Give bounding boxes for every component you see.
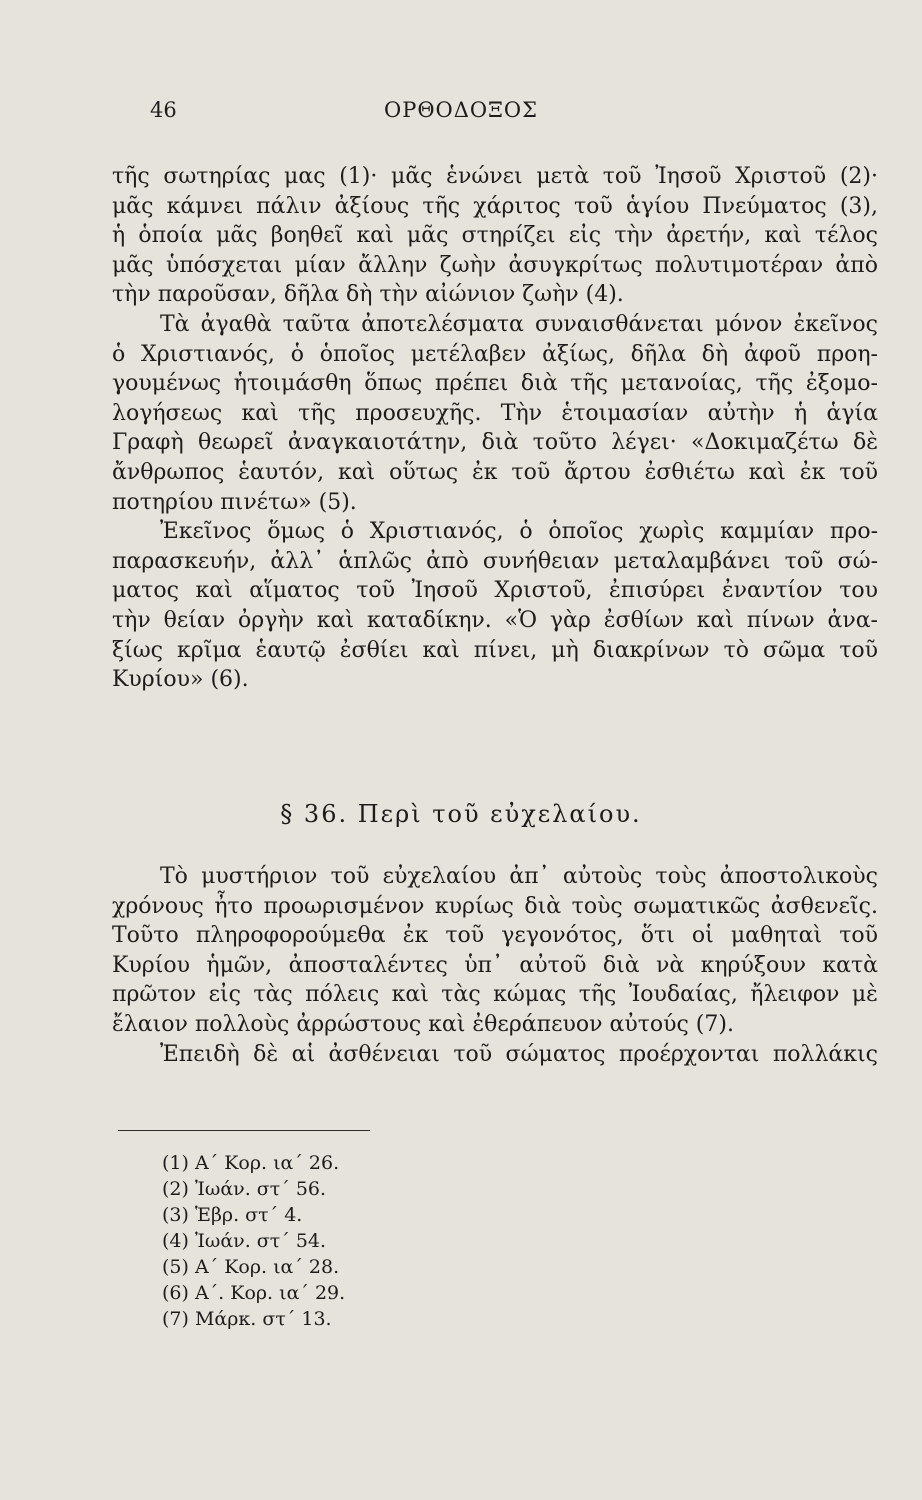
footnote-rule [118, 1130, 370, 1131]
text-line: ἡ ὁποία μᾶς βοηθεῖ καὶ μᾶς στηρίζει εἰς τὴν ἀρετήν, καὶ τέλος [112, 223, 878, 249]
paragraph [112, 162, 878, 310]
footnote: (1) Α΄ Κορ. ια΄ 26. [162, 1152, 340, 1174]
section-body [112, 862, 878, 1069]
text-line: Κυρίου» (6). [112, 667, 249, 693]
page-header [0, 98, 922, 138]
text-line: ὁ Χριστιανός, ὁ ὁποῖος μετέλαβεν ἀξίως, δῆλα δὴ ἀφοῦ προη- [112, 341, 878, 367]
text-line: ματος καὶ αἵματος τοῦ Ἰησοῦ Χριστοῦ, ἐπισύρει ἐναντίον του [112, 578, 878, 604]
text-line: ἔλαιον πολλοὺς ἀρρώστους καὶ ἐθεράπευον αὐτούς (7). [112, 1011, 734, 1037]
paragraph [112, 1040, 878, 1070]
text-line: Ἐκεῖνος ὅμως ὁ Χριστιανός, ὁ ὁποῖος χωρὶς καμμίαν προ- [160, 519, 878, 545]
footnote: (3) Ἑβρ. στ΄ 4. [162, 1204, 303, 1226]
text-line: λογήσεως καὶ τῆς προσευχῆς. Τὴν ἑτοιμασίαν αὐτὴν ἡ ἁγία [112, 400, 878, 426]
page-body [112, 162, 878, 695]
text-line: Ἐπειδὴ δὲ αἱ ἀσθένειαι τοῦ σώματος προέρχονται πολλάκις [160, 1041, 878, 1067]
paragraph [112, 310, 878, 517]
footnote: (4) Ἰωάν. στ΄ 54. [162, 1230, 327, 1252]
footnote: (5) Α΄ Κορ. ια΄ 28. [162, 1256, 340, 1278]
text-line: τὴν παροῦσαν, δῆλα δὴ τὴν αἰώνιον ζωὴν (4). [112, 282, 624, 308]
text-line: παρασκευήν, ἀλλ᾽ ἁπλῶς ἀπὸ συνήθειαν μεταλαμβάνει τοῦ σώ- [112, 548, 878, 574]
paragraph [112, 517, 878, 695]
running-title: ΟΡΘΟΔΟΞΟΣ [383, 98, 538, 122]
paragraph [112, 862, 878, 1040]
text-line: Τὸ μυστήριον τοῦ εὐχελαίου ἀπ᾽ αὐτοὺς τοὺς ἀποστολικοὺς [160, 864, 878, 889]
text-line: ποτηρίου πινέτω» (5). [112, 489, 357, 515]
section-heading: § 36. Περὶ τοῦ εὐχελαίου. [280, 800, 642, 828]
text-line: πρῶτον εἰς τὰς πόλεις καὶ τὰς κώμας τῆς Ἰουδαίας, ἤλειφον μὲ [112, 982, 878, 1008]
text-line: ἄνθρωπος ἑαυτόν, καὶ οὕτως ἐκ τοῦ ἄρτου ἐσθιέτω καὶ ἐκ τοῦ [112, 459, 878, 485]
text-line: τῆς σωτηρίας μας (1)· μᾶς ἑνώνει μετὰ τοῦ Ἰησοῦ Χριστοῦ (2)· [112, 164, 878, 189]
footnote: (2) Ἰωάν. στ΄ 56. [162, 1178, 327, 1200]
footnotes [162, 1150, 582, 1332]
text-line: γουμένως ἡτοιμάσθη ὅπως πρέπει διὰ τῆς μετανοίας, τῆς ἐξομο- [112, 371, 878, 397]
text-line: μᾶς ὑπόσχεται μίαν ἄλλην ζωὴν ἀσυγκρίτως πολυτιμοτέραν ἀπὸ [112, 252, 878, 278]
page-number: 46 [150, 98, 177, 122]
text-line: Τὰ ἀγαθὰ ταῦτα ἀποτελέσματα συναισθάνεται μόνον ἐκεῖνος [160, 311, 878, 337]
text-line: Γραφὴ θεωρεῖ ἀναγκαιοτάτην, διὰ τοῦτο λέγει· «Δοκιμαζέτω δὲ [112, 430, 878, 456]
footnote: (7) Μάρκ. στ΄ 13. [162, 1308, 332, 1330]
text-line: ξίως κρῖμα ἑαυτῷ ἐσθίει καὶ πίνει, μὴ διακρίνων τὸ σῶμα τοῦ [112, 637, 878, 663]
text-line: μᾶς κάμνει πάλιν ἀξίους τῆς χάριτος τοῦ ἁγίου Πνεύματος (3), [112, 193, 878, 219]
footnote: (6) Α΄. Κορ. ια΄ 29. [162, 1282, 346, 1304]
text-line: τὴν θείαν ὀργὴν καὶ καταδίκην. «Ὁ γὰρ ἐσθίων καὶ πίνων ἀνα- [112, 607, 878, 633]
text-line: χρόνους ἦτο προωρισμένον κυρίως διὰ τοὺς σωματικῶς ἀσθενεῖς. [112, 893, 878, 919]
text-line: Τοῦτο πληροφορούμεθα ἐκ τοῦ γεγονότος, ὅτι οἱ μαθηταὶ τοῦ [112, 923, 878, 949]
text-line: Κυρίου ἡμῶν, ἀποσταλέντες ὑπ᾽ αὐτοῦ διὰ νὰ κηρύξουν κατὰ [112, 952, 878, 978]
